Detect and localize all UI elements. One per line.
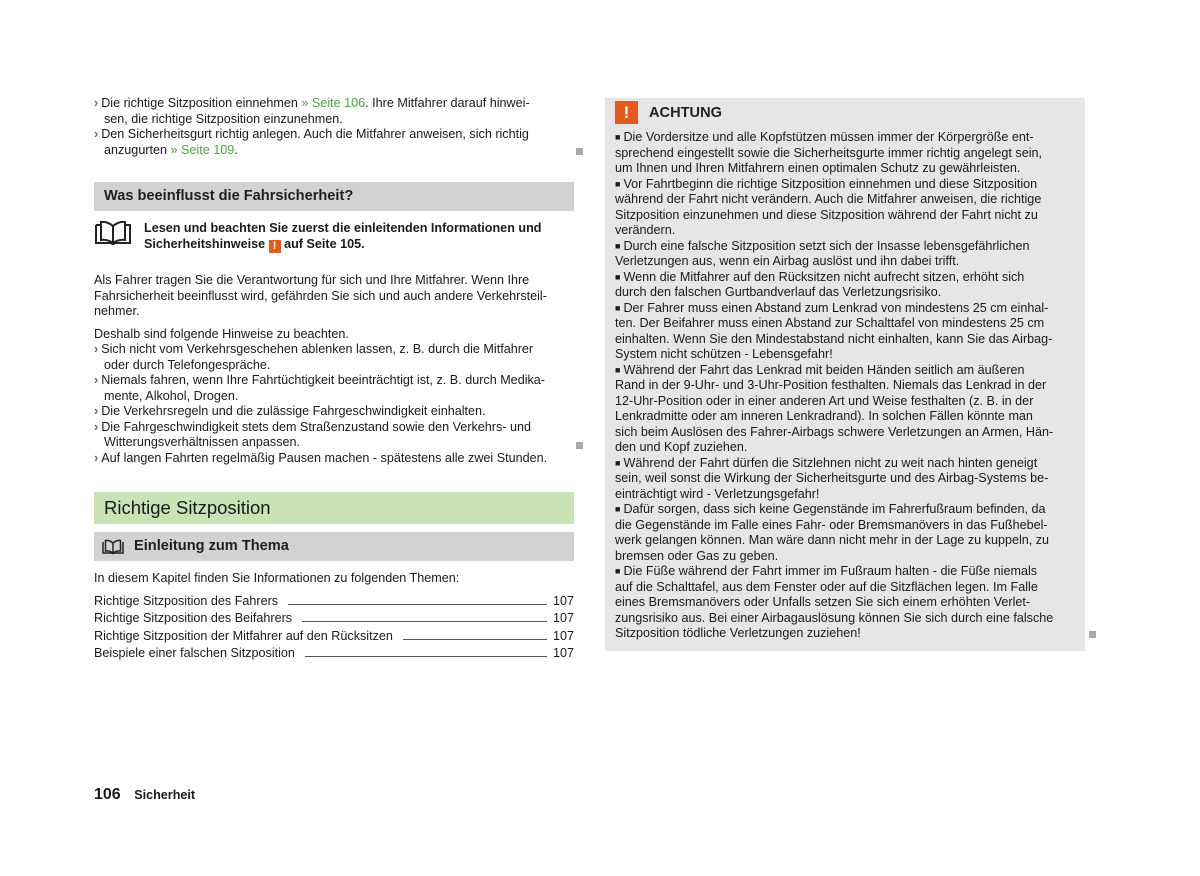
arrow-icon: › xyxy=(94,342,99,356)
square-bullet-icon: ■ xyxy=(615,504,621,514)
warning-item-continuation: Verletzungen aus, wenn ein Airbag auslöst und ihn dabei trifft. xyxy=(615,254,960,268)
square-bullet-icon: ■ xyxy=(615,302,621,313)
arrow-icon: › xyxy=(94,96,99,110)
warning-item-continuation: Lenkradmitte oder am inneren Lenkradrand). In solchen Fällen könnte man xyxy=(615,409,1033,423)
toc-list xyxy=(94,593,574,663)
list-item: › Niemals fahren, wenn Ihre Fahrtüchtigkeit beeinträchtigt ist, z. B. durch Medika- xyxy=(94,373,545,387)
subsection-heading: Einleitung zum Thema xyxy=(94,532,574,561)
list-item: › Sich nicht vom Verkehrsgeschehen ablenken lassen, z. B. durch die Mitfahrer xyxy=(94,342,534,356)
square-bullet-icon: ■ xyxy=(615,271,621,282)
warning-item: ■ Die Füße während der Fahrt immer im Fußraum halten - die Füße niemals xyxy=(615,564,1038,578)
warning-box xyxy=(605,98,1085,651)
intro-bullet-list xyxy=(94,96,574,158)
left-column xyxy=(94,96,574,663)
arrow-icon: › xyxy=(94,127,99,141)
list-item: › Die Fahrgeschwindigkeit stets dem Straßenzustand sowie den Verkehrs- und xyxy=(94,419,532,434)
warning-item: ■ Dafür sorgen, dass sich keine Gegenstände im Fahrerfußraum befinden, da xyxy=(615,502,1046,516)
paragraph: Deshalb sind folgende Hinweise zu beachten. xyxy=(94,326,349,341)
warning-title: ACHTUNG xyxy=(649,104,722,121)
arrow-icon: › xyxy=(94,404,99,418)
list-item: › Die Verkehrsregeln und die zulässige Fahrgeschwindigkeit einhalten. xyxy=(94,404,486,418)
section-end-mark xyxy=(576,442,583,449)
warning-item-continuation: Sitzposition einzunehmen und diese Sitzposition während der Fahrt nicht zu xyxy=(615,207,1038,222)
warning-icon: ! xyxy=(615,101,638,124)
warning-item-continuation: den und Kopf zuziehen. xyxy=(615,440,748,454)
paragraph: In diesem Kapitel finden Sie Informationen zu folgenden Themen: xyxy=(94,571,460,585)
warning-item-continuation: System nicht schützen - Lebensgefahr! xyxy=(615,347,833,361)
list-item-continuation: anzugurten » Seite 109. xyxy=(104,142,238,157)
paragraph: Als Fahrer tragen Sie die Verantwortung für sich und Ihre Mitfahrer. Wenn Ihre Fahrsicherheit beeinflusst wird, gefährden Sie sich und auch andere Verkehrsteil- nehmer. xyxy=(94,273,547,318)
section-end-mark xyxy=(1089,631,1096,638)
square-bullet-icon: ■ xyxy=(615,240,621,251)
warning-item: ■ Während der Fahrt dürfen die Sitzlehnen nicht zu weit nach hinten geneigt xyxy=(615,455,1038,470)
arrow-icon: › xyxy=(94,373,99,387)
warning-item-continuation: bremsen oder Gas zu geben. xyxy=(615,548,779,563)
warning-item-continuation: einhalten. Wenn Sie den Mindestabstand nicht einhalten, kann Sie das Airbag- xyxy=(615,331,1053,346)
warning-item-continuation: eines Bremsmanövers oder Unfalls setzen Sie sich einem erhöhten Verlet- xyxy=(615,595,1031,609)
warning-item-continuation: um Ihnen und Ihren Mitfahrern einen optimalen Schutz zu gewährleisten. xyxy=(615,161,1021,175)
book-icon xyxy=(102,539,124,555)
warning-item-continuation: auf die Schalttafel, aus dem Fenster oder auf die Sitzflächen legen. Im Falle xyxy=(615,579,1038,594)
warning-item-continuation: Rand in der 9-Uhr- und 3-Uhr-Position festhalten. Niemals das Lenkrad in der xyxy=(615,378,1047,392)
page-footer xyxy=(94,786,195,804)
list-item: › Die richtige Sitzposition einnehmen » Seite 106. Ihre Mitfahrer darauf hinwei- xyxy=(94,96,530,110)
warning-item: ■ Der Fahrer muss einen Abstand zum Lenkrad von mindestens 25 cm einhal- xyxy=(615,300,1049,315)
warning-item-continuation: ten. Der Beifahrer muss einen Abstand zur Schalttafel von mindestens 25 cm xyxy=(615,316,1045,330)
arrow-icon: › xyxy=(94,419,99,434)
toc-row[interactable]: Beispiele einer falschen Sitzposition 107 xyxy=(94,646,574,660)
page-number: 106 xyxy=(94,786,121,803)
warning-item-continuation: sprechend eingestellt sowie die Sicherheitsgurte immer richtig angelegt sein, xyxy=(615,145,1043,160)
list-item: › Den Sicherheitsgurt richtig anlegen. Auch die Mitfahrer anweisen, sich richtig xyxy=(94,127,529,141)
warning-icon: ! xyxy=(269,240,281,253)
square-bullet-icon: ■ xyxy=(615,566,621,576)
warning-item-continuation: Sitzposition tödliche Verletzungen zuziehen! xyxy=(615,626,861,640)
arrow-icon: › xyxy=(94,450,99,465)
toc-row[interactable]: Richtige Sitzposition des Fahrers 107 xyxy=(94,593,574,608)
read-first-note: Lesen und beachten Sie zuerst die einleitenden Informationen und Sicherheitshinweise ! auf Seite 105. xyxy=(94,220,574,253)
section-heading: Was beeinflusst die Fahrsicherheit? xyxy=(94,182,574,211)
square-bullet-icon: ■ xyxy=(615,132,621,142)
warning-item-continuation: sich beim Auslösen des Fahrer-Airbags schwere Verletzungen an Armen, Hän- xyxy=(615,424,1054,439)
list-item-continuation: sen, die richtige Sitzposition einzunehmen. xyxy=(104,111,343,126)
square-bullet-icon: ■ xyxy=(615,178,621,189)
warning-item-continuation: verändern. xyxy=(615,223,676,237)
safety-bullet-list: › Sich nicht vom Verkehrsgeschehen ablenken lassen, z. B. durch die Mitfahrer oder durch Telefongespräche. › Niemals fahren, wenn Ihre Fahrtüchtigkeit beeinträchtigt ist, z. B. durch Medika- mente, Alkohol, Drogen. › Die Verkehrsregeln und die zulässige Fahrgeschwindigkeit einhalten. › Die Fahrgeschwindigkeit stets dem Straßenzustand sowie den Verkehrs- und Witterungsverhältnissen anpassen. › Auf langen Fahrten regelmäßig Pausen machen - spätestens alle zwei Stunden. xyxy=(94,342,574,466)
page-link[interactable]: » Seite 106 xyxy=(301,96,366,110)
warning-item-continuation: werk gelangen können. Man wäre dann nicht mehr in der Lage zu kuppeln, zu xyxy=(615,533,1050,547)
chapter-heading: Richtige Sitzposition xyxy=(94,492,574,524)
warning-item-continuation: während der Fahrt nicht verändern. Auch die Mitfahrer anweisen, die richtige xyxy=(615,192,1042,206)
toc-row[interactable]: Richtige Sitzposition des Beifahrers 107 xyxy=(94,611,574,625)
warning-item-continuation: die Gegenstände im Falle eines Fahr- oder Bremsmanövers in das Fußhebel- xyxy=(615,517,1048,532)
warning-header xyxy=(615,98,1075,127)
warning-item: ■ Während der Fahrt das Lenkrad mit beiden Händen seitlich am äußeren xyxy=(615,362,1025,377)
warning-body xyxy=(615,130,1075,642)
warning-item-continuation: sein, weil sonst die Wirkung der Sicherheitsgurte und des Airbag-Systems be- xyxy=(615,471,1049,485)
square-bullet-icon: ■ xyxy=(615,364,621,375)
warning-item: ■ Vor Fahrtbeginn die richtige Sitzposition einnehmen und diese Sitzposition xyxy=(615,176,1038,191)
list-item: › Auf langen Fahrten regelmäßig Pausen machen - spätestens alle zwei Stunden. xyxy=(94,450,548,465)
warning-item: ■ Die Vordersitze und alle Kopfstützen müssen immer der Körpergröße ent- xyxy=(615,130,1034,144)
warning-item-continuation: zungsrisiko aus. Bei einer Airbagauslösung können Sie sich durch eine falsche xyxy=(615,610,1054,625)
book-icon xyxy=(94,220,132,246)
page-link[interactable]: » Seite 109 xyxy=(170,142,235,157)
warning-item-continuation: 12-Uhr-Position oder in einer anderen Art und Weise festhalten (z. B. in der xyxy=(615,393,1034,408)
right-column xyxy=(605,98,1085,651)
warning-item-continuation: durch den falschen Gurtbandverlauf das Verletzungsrisiko. xyxy=(615,285,942,299)
chapter-label: Sicherheit xyxy=(134,788,196,802)
square-bullet-icon: ■ xyxy=(615,457,621,468)
toc-row[interactable]: Richtige Sitzposition der Mitfahrer auf den Rücksitzen 107 xyxy=(94,628,574,643)
warning-item: ■ Durch eine falsche Sitzposition setzt sich der Insasse lebensgefährlichen xyxy=(615,238,1030,253)
warning-item: ■ Wenn die Mitfahrer auf den Rücksitzen nicht aufrecht sitzen, erhöht sich xyxy=(615,269,1025,284)
section-end-mark xyxy=(576,148,583,155)
warning-item-continuation: einträchtigt wird - Verletzungsgefahr! xyxy=(615,486,820,501)
